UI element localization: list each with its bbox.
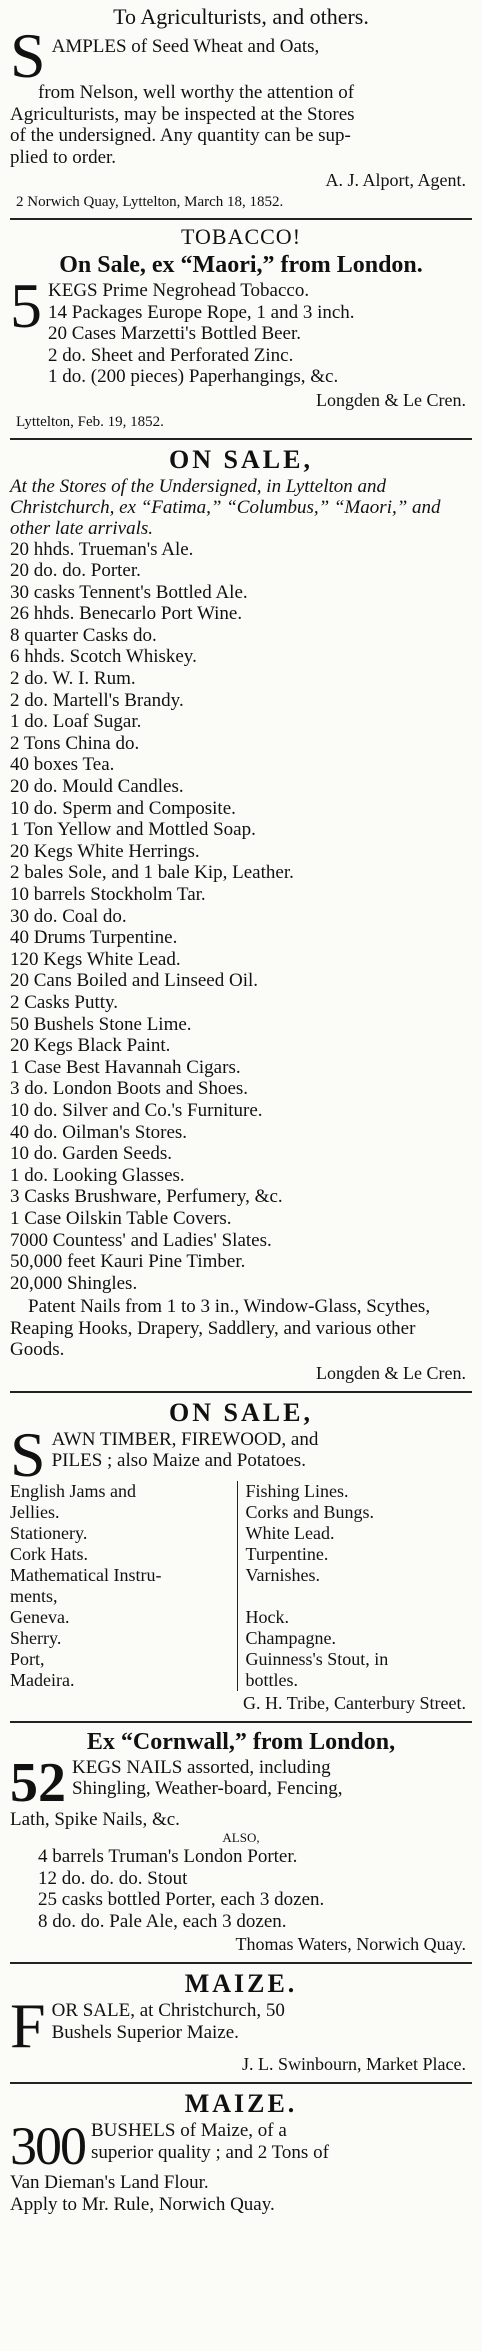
list-item: Hock. bbox=[245, 1606, 289, 1627]
list-item: Mathematical Instru- bbox=[10, 1564, 162, 1585]
ad-body bbox=[10, 1990, 472, 2062]
ad-dateline: 2 Norwich Quay, Lyttelton, March 18, 1852. bbox=[16, 194, 284, 210]
list-item: Madeira. bbox=[10, 1669, 75, 1690]
advertisement-kegs-nails bbox=[10, 1723, 472, 1965]
list-item: ments, bbox=[10, 1585, 58, 1606]
ad-line: plied to order. bbox=[10, 146, 117, 168]
drop-cap: 52 bbox=[10, 1751, 66, 1814]
list-item: 1 do. Loaf Sugar. bbox=[10, 711, 142, 733]
ad-body bbox=[10, 20, 472, 91]
list-item: 2 do. W. I. Rum. bbox=[10, 668, 136, 690]
ad-line: 25 casks bottled Porter, each 3 dozen. bbox=[38, 1889, 325, 1911]
ad-signature: G. H. Tribe, Canterbury Street. bbox=[243, 1692, 466, 1713]
list-item: 50,000 feet Kauri Pine Timber. bbox=[10, 1251, 246, 1273]
ad-line: 12 do. do. do. Stout bbox=[38, 1867, 188, 1889]
ad-signature: A. J. Alport, Agent. bbox=[325, 170, 466, 190]
ad-subtitle: On Sale, ex “Maori,” from London. bbox=[59, 252, 423, 278]
list-item: Geneva. bbox=[10, 1606, 70, 1627]
list-item: Sherry. bbox=[10, 1627, 62, 1648]
list-item: English Jams and bbox=[10, 1480, 136, 1501]
list-item bbox=[246, 1586, 469, 1607]
ad-closing: Patent Nails from 1 to 3 in., Window-Glass, Scythes, Reaping Hooks, Drapery, Saddlery, and various other Goods. bbox=[10, 1296, 431, 1361]
list-item: 50 Bushels Stone Lime. bbox=[10, 1013, 192, 1035]
list-item: 30 casks Tennent's Bottled Ale. bbox=[10, 581, 248, 603]
list-item: 2 Casks Putty. bbox=[10, 991, 119, 1013]
list-item: 20 do. Mould Candles. bbox=[10, 776, 184, 798]
drop-cap: F bbox=[10, 1990, 46, 2062]
ad-also: ALSO, bbox=[222, 1830, 260, 1846]
ad-line: Apply to Mr. Rule, Norwich Quay. bbox=[10, 2193, 275, 2215]
list-item: 26 hhds. Benecarlo Port Wine. bbox=[10, 603, 243, 625]
list-item: 40 boxes Tea. bbox=[10, 754, 115, 776]
ad-body bbox=[10, 270, 472, 388]
advertisement-sawn-timber bbox=[10, 1393, 472, 1723]
list-item: 3 Casks Brushware, Perfumery, &c. bbox=[10, 1186, 283, 1208]
list-item: 3 do. London Boots and Shoes. bbox=[10, 1078, 249, 1100]
list-item: Turpentine. bbox=[245, 1543, 329, 1564]
list-item: Jellies. bbox=[10, 1501, 60, 1522]
ad-signature: Longden & Le Cren. bbox=[316, 389, 466, 410]
list-item: 1 do. Looking Glasses. bbox=[10, 1164, 185, 1186]
ad-title: Ex “Cornwall,” from London, bbox=[86, 1728, 396, 1755]
ad-line: 4 barrels Truman's London Porter. bbox=[38, 1846, 298, 1868]
ad-line: 20 Cases Marzetti's Bottled Beer. bbox=[48, 323, 302, 344]
ad-title: MAIZE. bbox=[184, 1969, 298, 1999]
list-item: 1 Case Best Havannah Cigars. bbox=[10, 1056, 241, 1078]
list-item: Varnishes. bbox=[245, 1564, 320, 1585]
ad-signature: Thomas Waters, Norwich Quay. bbox=[235, 1934, 466, 1955]
left-column bbox=[10, 1481, 237, 1691]
ad-signature: J. L. Swinbourn, Market Place. bbox=[242, 2054, 466, 2075]
list-item: Champagne. bbox=[245, 1627, 336, 1648]
ad-first-line: AMPLES of Seed Wheat and Oats, bbox=[51, 36, 320, 57]
ad-dateline: Lyttelton, Feb. 19, 1852. bbox=[16, 413, 164, 430]
list-item: 30 do. Coal do. bbox=[10, 905, 127, 927]
ad-first-line: BUSHELS of Maize, of a bbox=[91, 2120, 287, 2142]
ad-title: TOBACCO! bbox=[180, 224, 302, 249]
two-column-list bbox=[10, 1481, 472, 1691]
ad-title: ON SALE, bbox=[169, 1397, 313, 1427]
ad-first-line: KEGS NAILS assorted, including bbox=[72, 1756, 331, 1778]
list-item: 20,000 Shingles. bbox=[10, 1272, 138, 1294]
goods-list bbox=[10, 539, 472, 1295]
ad-line: PILES ; also Maize and Potatoes. bbox=[51, 1450, 306, 1472]
ad-line: Shingling, Weather-board, Fencing, bbox=[72, 1778, 343, 1800]
ad-text-lines bbox=[52, 2000, 285, 2043]
ad-body bbox=[10, 2116, 472, 2177]
list-item: 10 barrels Stockholm Tar. bbox=[10, 884, 206, 905]
ad-title: ON SALE, bbox=[169, 444, 313, 474]
ad-text-lines bbox=[91, 2120, 329, 2163]
list-item: 40 Drums Turpentine. bbox=[10, 927, 178, 949]
list-item: Port, bbox=[10, 1648, 45, 1669]
list-item: Stationery. bbox=[10, 1522, 88, 1543]
ad-signature: Longden & Le Cren. bbox=[316, 1362, 466, 1383]
ad-first-line: AWN TIMBER, FIREWOOD, and bbox=[51, 1428, 319, 1450]
list-item: 20 do. do. Porter. bbox=[10, 560, 141, 582]
list-item: 2 do. Martell's Brandy. bbox=[10, 689, 184, 711]
list-item: bottles. bbox=[245, 1669, 298, 1690]
list-item: 20 hhds. Trueman's Ale. bbox=[10, 538, 194, 560]
ad-title: MAIZE. bbox=[184, 2089, 298, 2119]
list-item: 10 do. Garden Seeds. bbox=[10, 1143, 172, 1165]
right-column bbox=[237, 1481, 473, 1691]
list-item: 8 quarter Casks do. bbox=[10, 624, 157, 646]
list-item: 20 Kegs White Herrings. bbox=[10, 840, 200, 862]
list-item: 40 do. Oilman's Stores. bbox=[10, 1121, 188, 1143]
list-item: 2 bales Sole, and 1 bale Kip, Leather. bbox=[10, 862, 294, 884]
advertisement-maize-norwich-quay bbox=[10, 2084, 472, 2221]
ad-text-lines bbox=[52, 1429, 319, 1472]
ad-line: superior quality ; and 2 Tons of bbox=[91, 2141, 329, 2163]
list-item: 120 Kegs White Lead. bbox=[10, 948, 181, 970]
drop-cap: S bbox=[10, 20, 46, 91]
drop-cap: S bbox=[10, 1418, 46, 1490]
list-item: Cork Hats. bbox=[10, 1543, 88, 1564]
list-item: 7000 Countess' and Ladies' Slates. bbox=[10, 1229, 272, 1251]
ad-body bbox=[10, 1751, 472, 1814]
list-item: 1 Ton Yellow and Mottled Soap. bbox=[10, 819, 256, 841]
ad-line: 14 Packages Europe Rope, 1 and 3 inch. bbox=[48, 301, 355, 323]
ad-line: from Nelson, well worthy the attention of bbox=[38, 82, 355, 103]
ad-text-lines bbox=[48, 280, 355, 388]
list-item: 20 Kegs Black Paint. bbox=[10, 1035, 171, 1057]
ad-line: of the undersigned. Any quantity can be sup- bbox=[10, 125, 351, 146]
advertisement-on-sale-stores bbox=[10, 440, 472, 1393]
list-item: 20 Cans Boiled and Linseed Oil. bbox=[10, 970, 259, 992]
ad-text-lines bbox=[72, 1757, 343, 1800]
ad-text-lines bbox=[10, 82, 472, 168]
drop-cap: 5 bbox=[10, 270, 42, 341]
list-item: Fishing Lines. bbox=[245, 1480, 349, 1501]
ad-line: 2 do. Sheet and Perforated Zinc. bbox=[48, 344, 294, 366]
drop-cap: 300 bbox=[10, 2116, 85, 2177]
list-item: 2 Tons China do. bbox=[10, 732, 140, 754]
list-item: Guinness's Stout, in bbox=[245, 1648, 389, 1669]
ad-line: Bushels Superior Maize. bbox=[51, 2021, 239, 2043]
ad-line: Agriculturists, may be inspected at the Stores bbox=[10, 103, 355, 125]
list-item: 10 do. Sperm and Composite. bbox=[10, 797, 236, 819]
advertisement-seed-wheat bbox=[10, 0, 472, 220]
ad-first-line: KEGS Prime Negrohead Tobacco. bbox=[48, 280, 310, 301]
list-item: 6 hhds. Scotch Whiskey. bbox=[10, 646, 197, 668]
advertisement-maize-christchurch bbox=[10, 1964, 472, 2084]
list-item: Corks and Bungs. bbox=[245, 1501, 375, 1522]
ad-line: 8 do. do. Pale Ale, each 3 dozen. bbox=[38, 1910, 287, 1932]
advertisement-tobacco bbox=[10, 220, 472, 440]
ad-line: Van Dieman's Land Flour. bbox=[10, 2172, 209, 2194]
ad-first-line: OR SALE, at Christchurch, 50 bbox=[51, 2000, 285, 2022]
ad-intro: At the Stores of the Undersigned, in Lyttelton and Christchurch, ex “Fatima,” “Columbus,” “Maori,” and other late arrivals. bbox=[10, 475, 441, 539]
list-item: 10 do. Silver and Co.'s Furniture. bbox=[10, 1099, 263, 1121]
list-item: 1 Case Oilskin Table Covers. bbox=[10, 1207, 232, 1229]
list-item: White Lead. bbox=[245, 1522, 335, 1543]
ad-line: 1 do. (200 pieces) Paperhangings, &c. bbox=[48, 366, 339, 387]
ad-heading: To Agriculturists, and others. bbox=[113, 4, 369, 29]
ad-body bbox=[10, 1418, 472, 1490]
ad-line: Lath, Spike Nails, &c. bbox=[10, 1808, 180, 1830]
